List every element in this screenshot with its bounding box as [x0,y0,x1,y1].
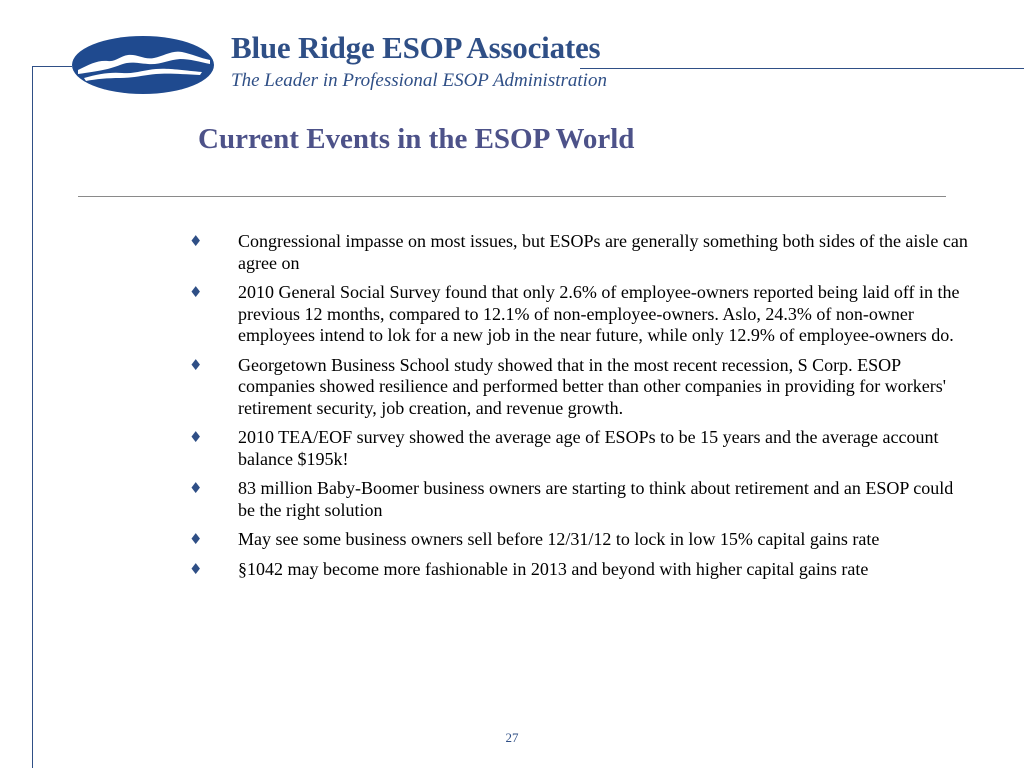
bullet-item [188,529,970,551]
bullet-item [188,478,970,521]
company-tagline: The Leader in Professional ESOP Administration [231,70,607,91]
bullet-text: 2010 TEA/EOF survey showed the average age of ESOPs to be 15 years and the average account balance $195k! [238,427,939,469]
diamond-bullet-icon: ♦ [189,530,203,548]
slide-title: Current Events in the ESOP World [198,123,635,155]
frame-border-top-right [580,68,1024,69]
bullet-text: Georgetown Business School study showed that in the most recent recession, S Corp. ESOP companies showed resilience and performed better than other companies in providing for workers' retirement security, job creation, and revenue growth. [238,354,947,418]
bullet-item [188,231,970,274]
blue-ridge-mountains-logo-icon [70,34,216,96]
page-number: 27 [505,730,519,745]
diamond-bullet-icon: ♦ [189,232,203,250]
bullet-text: May see some business owners sell before 12/31/12 to lock in low 15% capital gains rate [238,529,880,549]
company-name: Blue Ridge ESOP Associates [231,30,601,65]
bullet-text: Congressional impasse on most issues, but ESOPs are generally something both sides of the aisle can agree on [238,231,968,273]
bullet-item [188,355,970,420]
frame-border-top [32,66,72,67]
diamond-bullet-icon: ♦ [189,283,203,301]
frame-border-left [32,66,33,768]
diamond-bullet-icon: ♦ [189,355,203,374]
diamond-bullet-icon: ♦ [189,428,203,446]
bullet-text: §1042 may become more fashionable in 2013 and beyond with higher capital gains rate [238,558,869,579]
title-divider [78,196,946,197]
bullet-list [188,231,970,588]
bullet-text: 83 million Baby-Boomer business owners are starting to think about retirement and an ESOP could be the right solution [238,478,954,520]
bullet-item [188,427,970,470]
diamond-bullet-icon: ♦ [189,479,203,497]
bullet-item [188,559,970,581]
bullet-item [188,282,970,347]
bullet-text: 2010 General Social Survey found that only 2.6% of employee-owners reported being laid off in the previous 12 months, compared to 12.1% of non-employee-owners. Aslo, 24.3% of non-owner employees intend to lok for a new job in the near future, while only 12.9% of employee-owners do. [238,282,960,345]
diamond-bullet-icon: ♦ [189,559,203,578]
